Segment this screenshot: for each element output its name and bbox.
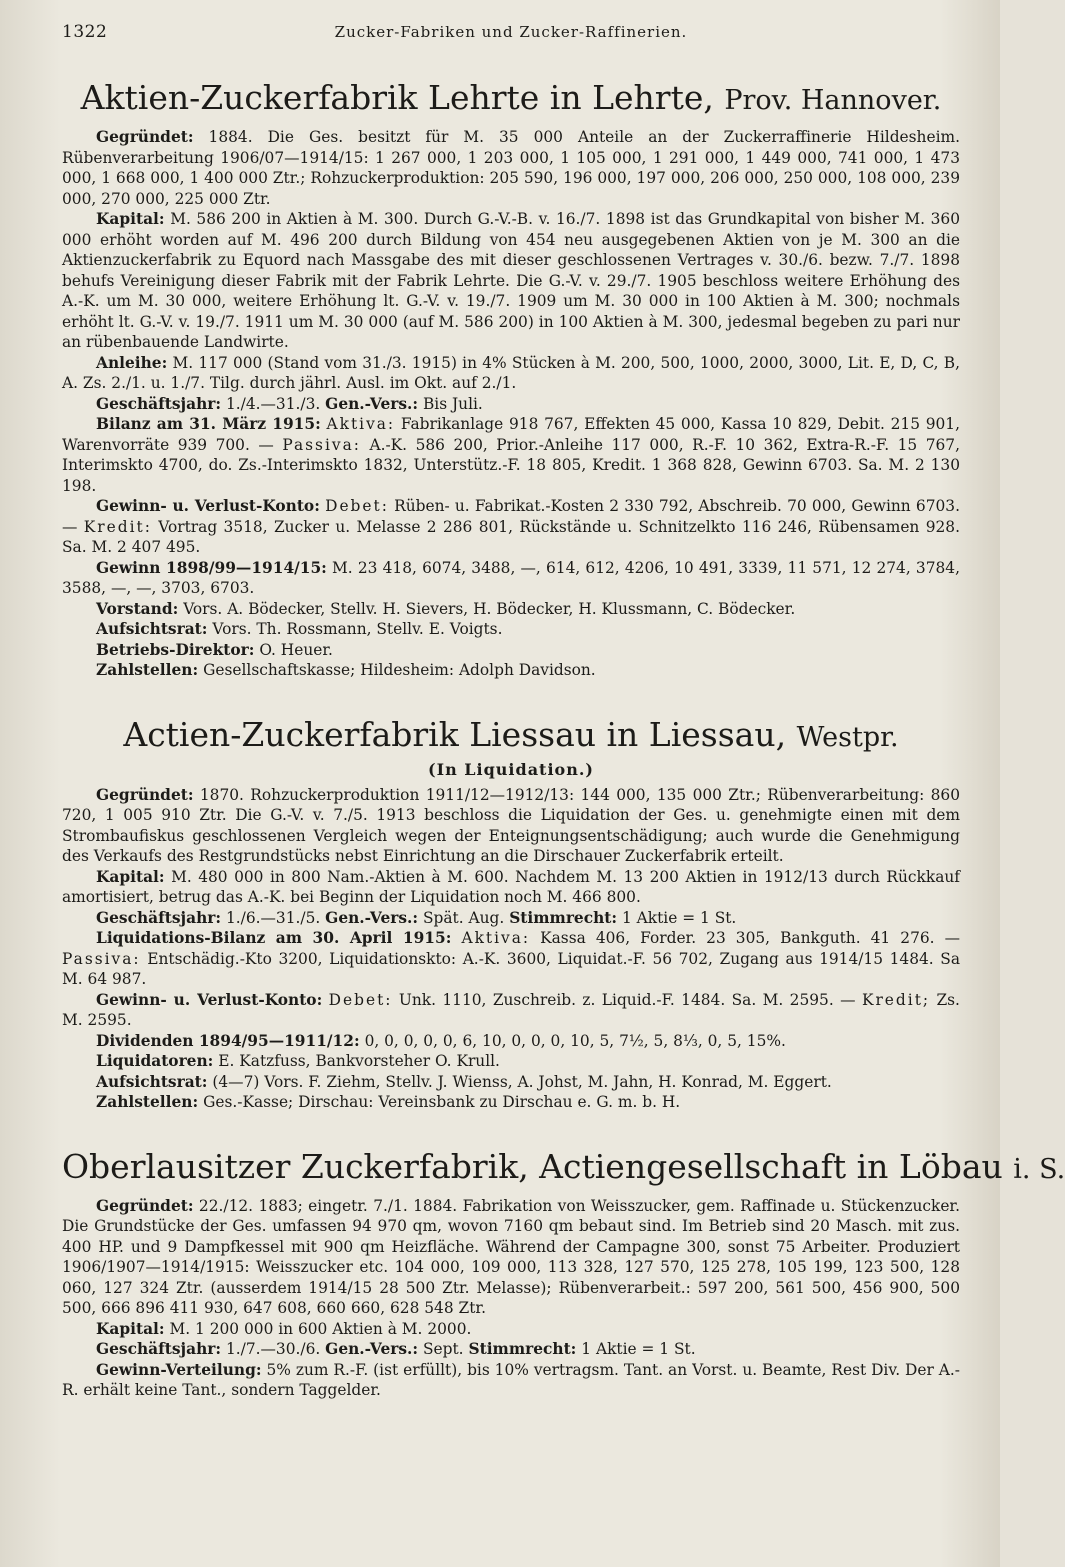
paragraph-paying-agents: Zahlstellen: Ges.-Kasse; Dirschau: Vereinsbank zu Dirschau e. G. m. b. H.	[96, 1093, 681, 1111]
running-header	[62, 22, 960, 48]
paragraph-board: Vorstand: Vors. A. Bödecker, Stellv. H. Sievers, H. Bödecker, H. Klussmann, C. Bödecker.	[96, 599, 796, 618]
company-title: Oberlausitzer Zuckerfabrik, Actiengesellschaft in Löbau i. S.	[62, 1146, 1065, 1186]
paragraph-loan: Anleihe: M. 117 000 (Stand vom 31./3. 1915) in 4% Stücken à M. 200, 500, 1000, 2000, 3000, Lit. E, D, C, B, A. Zs. 2./1. u. 1./7. Tilg. durch jährl. Ausl. im Okt. auf 2./1.	[62, 353, 960, 392]
paragraph-profits: Gewinn 1898/99—1914/15: M. 23 418, 6074, 3488, —, 614, 612, 4206, 10 491, 3339, 11 571, 12 274, 3784, 3588, —, —, 3703, 6703.	[62, 558, 960, 597]
paragraph-founded: Gegründet: 1884. Die Ges. besitzt für M. 35 000 Anteile an der Zuckerraffinerie Hildesheim. Rübenverarbeitung 1906/07—1914/15: 1 267 000, 1 203 000, 1 105 000, 1 291 000, 1 449 000, 741 000, 1 473 000, 1 668 000, 1 400 000 Ztr.; Rohzuckerproduktion: 205 590, 196 000, 197 000, 206 000, 250 000, 108 000, 239 000, 270 000, 225 000 Ztr.	[62, 128, 960, 208]
paragraph-dividends: Dividenden 1894/95—1911/12: 0, 0, 0, 0, 0, 6, 10, 0, 0, 0, 10, 5, 7½, 5, 8⅓, 0, 5, 15%.	[96, 1031, 786, 1050]
running-title: Zucker-Fabriken und Zucker-Raffinerien.	[334, 23, 688, 41]
paragraph-capital: Kapital: M. 586 200 in Aktien à M. 300. Durch G.-V.-B. v. 16./7. 1898 ist das Grundkapital von bisher M. 360 000 erhöht worden auf M. 496 200 durch Bildung von 454 neu ausgegebenen Aktien von je M. 300 an die Aktienzuckerfabrik zu Equord nach Massgabe des mit dieser geschlossenen Vertrages v. 30./6. bezw. 7./7. 1898 behufs Vereinigung dieser Fabrik mit der Fabrik Lehrte. Die G.-V. v. 29./7. 1905 beschloss weitere Erhöhung des A.-K. um M. 30 000, weitere Erhöhung lt. G.-V. v. 19./7. 1909 um M. 30 000 in 100 Aktien à M. 300; nochmals erhöht lt. G.-V. v. 19./7. 1911 um M. 30 000 (auf M. 586 200) in 100 Aktien à M. 300, jedesmal begeben zu pari nur an rübenbauende Landwirte.	[62, 210, 960, 351]
company-entry-loebau	[62, 1146, 1065, 1401]
paragraph-director: Betriebs-Direktor: O. Heuer.	[96, 640, 333, 659]
page-number: 1322	[62, 22, 108, 42]
paragraph-capital: Kapital: M. 1 200 000 in 600 Aktien à M. 2000.	[96, 1319, 472, 1338]
company-entry-lehrte	[62, 78, 960, 681]
paragraph-profit-loss: Gewinn- u. Verlust-Konto: Debet: Rüben- u. Fabrikat.-Kosten 2 330 792, Abschreib. 70 000, Gewinn 6703. — Kredit: Vortrag 3518, Zucker u. Melasse 2 286 801, Rückstände u. Schnitzelkto 116 246, Rübensamen 928. Sa. M. 2 407 495.	[62, 497, 960, 556]
paragraph-fiscal-year: Geschäftsjahr: 1./6.—31./5. Gen.-Vers.: Spät. Aug. Stimmrecht: 1 Aktie = 1 St.	[96, 908, 737, 927]
paragraph-profit-loss: Gewinn- u. Verlust-Konto: Debet: Unk. 1110, Zuschreib. z. Liquid.-F. 1484. Sa. M. 2595. — Kredit; Zs. M. 2595.	[62, 990, 960, 1029]
paragraph-supervisory-board: Aufsichtsrat: (4—7) Vors. F. Ziehm, Stellv. J. Wienss, A. Johst, M. Jahn, H. Konrad, M. Eggert.	[96, 1072, 832, 1091]
paragraph-profit-distribution: Gewinn-Verteilung: 5% zum R.-F. (ist erfüllt), bis 10% vertragsm. Tant. an Vorst. u. Beamte, Rest Div. Der A.-R. erhält keine Tant., sondern Taggelder.	[62, 1360, 960, 1399]
company-title: Aktien-Zuckerfabrik Lehrte in Lehrte, Prov. Hannover.	[80, 78, 942, 117]
paragraph-fiscal-year: Geschäftsjahr: 1./7.—30./6. Gen.-Vers.: Sept. Stimmrecht: 1 Aktie = 1 St.	[96, 1340, 696, 1358]
company-title: Actien-Zuckerfabrik Liessau in Liessau, Westpr.	[123, 714, 899, 754]
paragraph-founded: Gegründet: 1870. Rohzuckerproduktion 1911/12—1912/13: 144 000, 135 000 Ztr.; Rübenverarbeitung: 860 720, 1 005 910 Ztr. Die G.-V. v. 7./5. 1913 beschloss die Liquidation der Ges. u. genehmigte einen mit dem Strombaufiskus geschlossenen Vergleich wegen der Enteignungsentschädigung; auch wurde die Genehmigung des Verkaufs des Restgrundstücks nebst Einrichtung an die Dirschauer Zuckerfabrik erteilt.	[62, 785, 960, 865]
paragraph-balance: Bilanz am 31. März 1915: Aktiva: Fabrikanlage 918 767, Effekten 45 000, Kassa 10 829, Debit. 215 901, Warenvorräte 939 700. — Passiva: A.-K. 586 200, Prior.-Anleihe 117 000, R.-F. 10 362, Extra-R.-F. 15 767, Interimskto 4700, do. Zs.-Interimskto 1832, Unterstütz.-F. 18 805, Kredit. 1 368 828, Gewinn 6703. Sa. M. 2 130 198.	[62, 415, 960, 495]
company-subtitle: (In Liquidation.)	[428, 759, 594, 779]
paragraph-supervisory-board: Aufsichtsrat: Vors. Th. Rossmann, Stellv. E. Voigts.	[96, 620, 503, 638]
paragraph-paying-agents: Zahlstellen: Gesellschaftskasse; Hildesheim: Adolph Davidson.	[96, 661, 596, 679]
paragraph-capital: Kapital: M. 480 000 in 800 Nam.-Aktien à M. 600. Nachdem M. 13 200 Aktien in 1912/13 durch Rückkauf amortisiert, betrug das A.-K. bei Beginn der Liquidation noch M. 466 800.	[62, 867, 960, 906]
paragraph-founded: Gegründet: 22./12. 1883; eingetr. 7./1. 1884. Fabrikation von Weisszucker, gem. Raffinade u. Stückenzucker. Die Grundstücke der Ges. umfassen 94 970 qm, wovon 7160 qm bebaut sind. Im Betrieb sind 20 Masch. mit zus. 400 HP. und 9 Dampfkessel mit 900 qm Heizfläche. Während der Campagne 300, sonst 75 Arbeiter. Produziert 1906/1907—1914/1915: Weisszucker etc. 104 000, 109 000, 113 328, 127 570, 125 278, 105 199, 123 500, 128 060, 127 324 Ztr. (ausserdem 1914/15 28 500 Ztr. Melasse); Rübenverarbeit.: 597 200, 561 500, 456 900, 500 500, 666 896 411 930, 647 608, 660 660, 628 548 Ztr.	[62, 1196, 960, 1317]
paragraph-liquidators: Liquidatoren: E. Katzfuss, Bankvorsteher O. Krull.	[96, 1052, 500, 1070]
company-entry-liessau	[62, 715, 960, 1113]
paragraph-liquidation-balance: Liquidations-Bilanz am 30. April 1915: Aktiva: Kassa 406, Forder. 23 305, Bankguth. 41 276. — Passiva: Entschädig.-Kto 3200, Liquidationskto: A.-K. 3600, Liquidat.-F. 56 702, Zugang aus 1914/15 1484. Sa M. 64 987.	[62, 929, 960, 988]
paragraph-fiscal-year: Geschäftsjahr: 1./4.—31./3. Gen.-Vers.: Bis Juli.	[96, 394, 483, 413]
